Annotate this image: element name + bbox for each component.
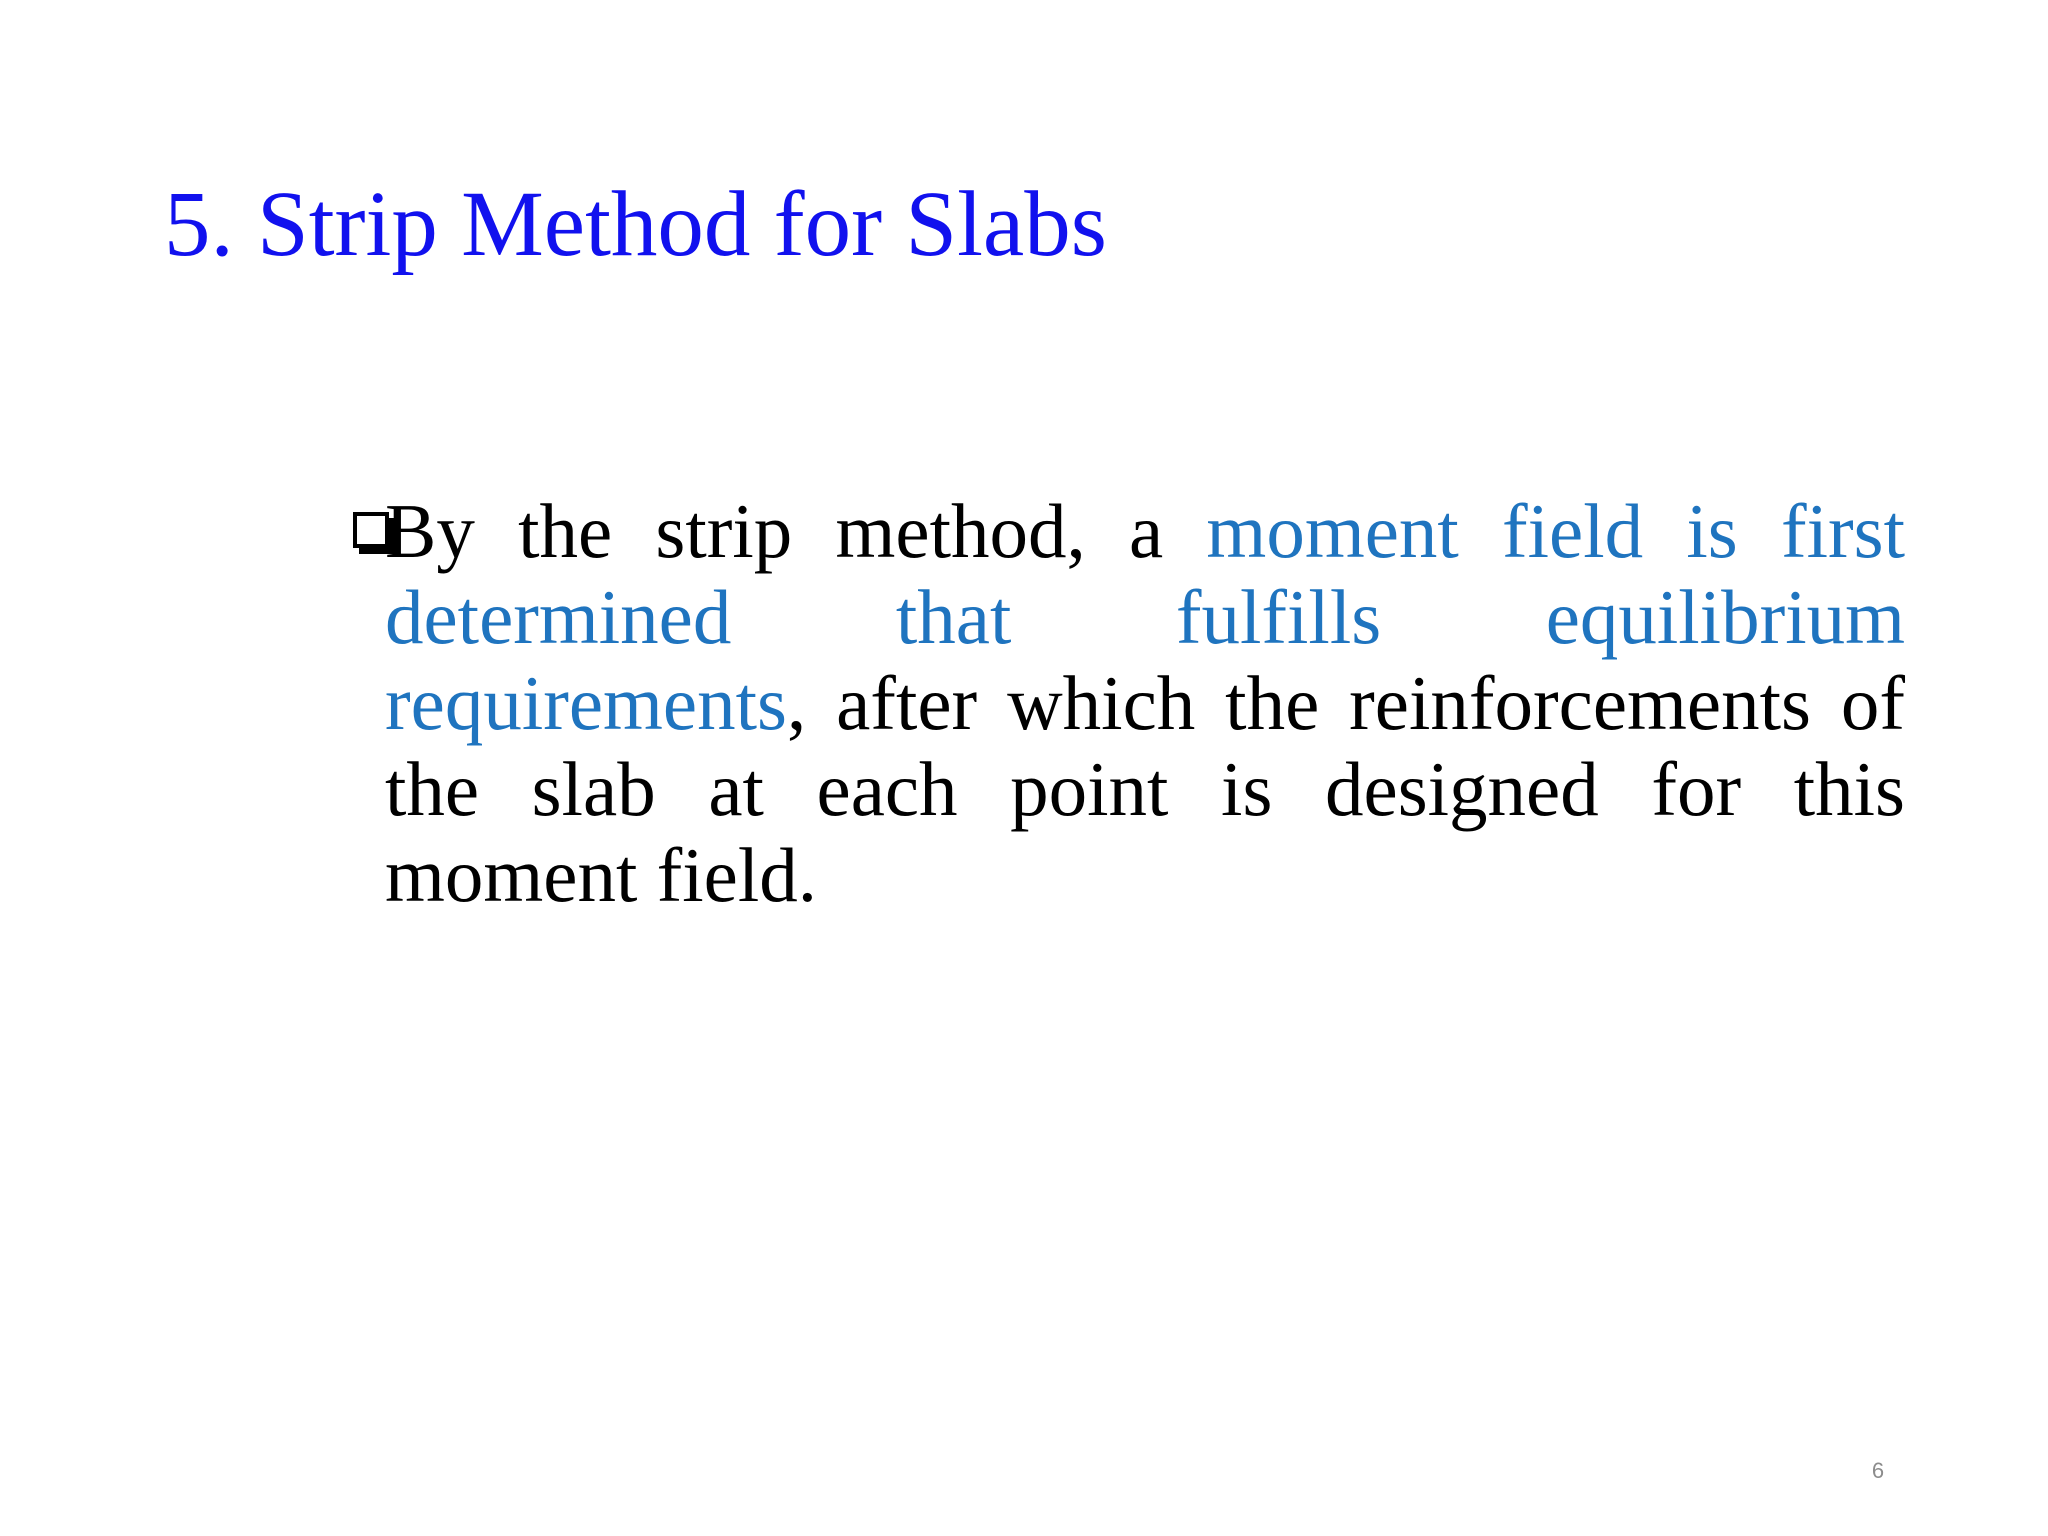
paragraph-text-end: , after which the reinforcements of the slab at each point is designed for this moment field.: [385, 660, 1905, 918]
paragraph-highlight: moment field is first determined that fulfills equilibrium requirements: [385, 488, 1905, 746]
bullet-paragraph: [385, 488, 1905, 918]
page-number: 6: [1871, 1458, 1885, 1483]
checkbox-square-icon: [353, 512, 389, 548]
paragraph-text-start: By the strip method, a: [385, 488, 1207, 574]
slide-title: 5. Strip Method for Slabs: [164, 173, 1107, 276]
